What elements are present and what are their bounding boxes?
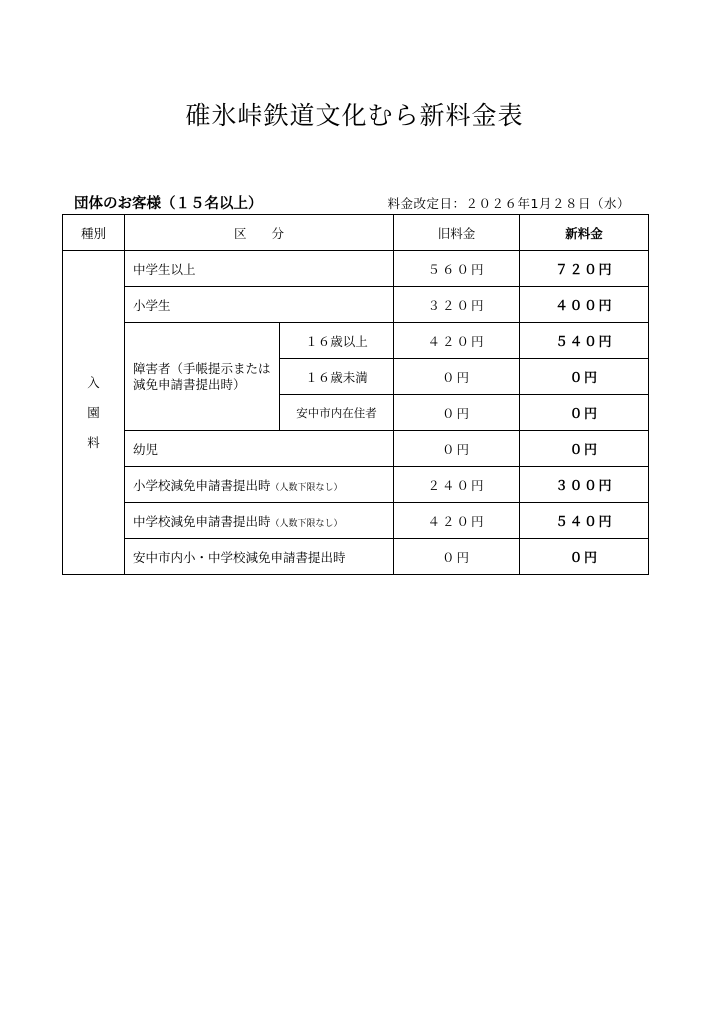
row-label: 小学生 xyxy=(125,287,394,323)
fee-table xyxy=(62,214,649,575)
table-header-row xyxy=(63,215,649,251)
new-fee-cell: ７２０円 xyxy=(520,251,649,287)
sub-row-label: 安中市内在住者 xyxy=(280,395,394,431)
group-label: 団体のお客様（１５名以上） xyxy=(74,195,263,212)
row-label-cell xyxy=(125,503,394,539)
page-title: 碓氷峠鉄道文化むら新料金表 xyxy=(185,101,524,130)
table-row xyxy=(63,287,649,323)
header-new-fee: 新料金 xyxy=(520,215,649,251)
new-fee-cell: ０円 xyxy=(520,431,649,467)
table-row xyxy=(63,503,649,539)
kind-cell-admission xyxy=(63,251,125,575)
row-label-disabled: 障害者（手帳提示または減免申請書提出時） xyxy=(125,323,280,431)
row-label-cell xyxy=(125,467,394,503)
header-category: 区 分 xyxy=(125,215,394,251)
kind-char: 料 xyxy=(87,434,100,450)
table-row xyxy=(63,431,649,467)
header-old-fee: 旧料金 xyxy=(394,215,520,251)
table-row xyxy=(63,323,649,359)
table-row xyxy=(63,539,649,575)
sub-row-label: １６歳未満 xyxy=(280,359,394,395)
new-fee-cell: ５４０円 xyxy=(520,503,649,539)
kind-char: 園 xyxy=(87,404,100,420)
old-fee-cell: ５６０円 xyxy=(394,251,520,287)
old-fee-cell: ０円 xyxy=(394,539,520,575)
revision-date: 料金改定日：２０２６年1月２８日（水） xyxy=(387,196,630,211)
row-note: （人数下限なし） xyxy=(270,518,343,529)
new-fee-cell: ５４０円 xyxy=(520,323,649,359)
old-fee-cell: ０円 xyxy=(394,395,520,431)
row-note: （人数下限なし） xyxy=(270,482,343,493)
new-fee-cell: ０円 xyxy=(520,359,649,395)
old-fee-cell: ３２０円 xyxy=(394,287,520,323)
new-fee-cell: ４００円 xyxy=(520,287,649,323)
row-label: 小学校減免申請書提出時 xyxy=(133,477,271,493)
old-fee-cell: ２４０円 xyxy=(394,467,520,503)
kind-char: 入 xyxy=(87,374,100,390)
row-label: 中学校減免申請書提出時 xyxy=(133,513,271,529)
old-fee-cell: ０円 xyxy=(394,431,520,467)
old-fee-cell: ０円 xyxy=(394,359,520,395)
row-label: 幼児 xyxy=(125,431,394,467)
table-row xyxy=(63,467,649,503)
table-row xyxy=(63,251,649,287)
header-kind: 種別 xyxy=(63,215,125,251)
new-fee-cell: ０円 xyxy=(520,395,649,431)
row-label: 中学生以上 xyxy=(125,251,394,287)
sub-row-label: １６歳以上 xyxy=(280,323,394,359)
new-fee-cell: ０円 xyxy=(520,539,649,575)
new-fee-cell: ３００円 xyxy=(520,467,649,503)
row-label: 安中市内小・中学校減免申請書提出時 xyxy=(125,539,394,575)
old-fee-cell: ４２０円 xyxy=(394,323,520,359)
old-fee-cell: ４２０円 xyxy=(394,503,520,539)
